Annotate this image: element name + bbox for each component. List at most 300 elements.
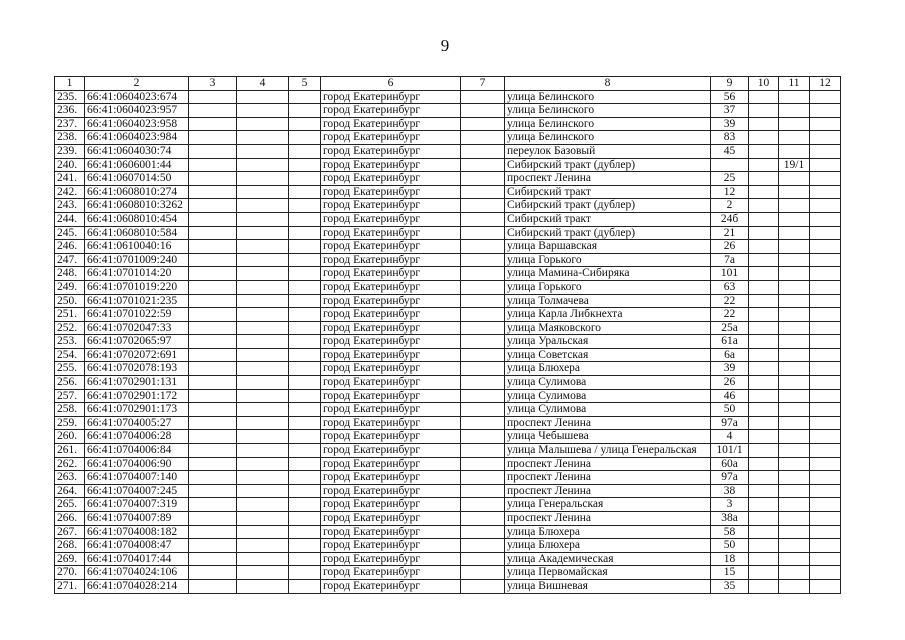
street-cell: улица Белинского: [505, 104, 711, 118]
cadastral-number-cell: 66:41:0704017:44: [85, 552, 189, 566]
empty-cell-col3: [189, 376, 237, 390]
building-number-cell: [779, 104, 810, 118]
row-number-cell: 239.: [55, 144, 85, 158]
building-number-cell: [779, 539, 810, 553]
building-number-cell: [779, 430, 810, 444]
city-cell: город Екатеринбург: [321, 131, 461, 145]
empty-cell-col5: [289, 348, 321, 362]
building-number-cell: [779, 253, 810, 267]
row-number-cell: 241.: [55, 172, 85, 186]
empty-cell-col12: [810, 471, 841, 485]
empty-cell-col7: [461, 566, 505, 580]
street-cell: улица Сулимова: [505, 376, 711, 390]
building-number-cell: [779, 471, 810, 485]
empty-cell-col10: [749, 457, 779, 471]
building-number-cell: [779, 308, 810, 322]
empty-cell-col3: [189, 117, 237, 131]
row-number-cell: 247.: [55, 253, 85, 267]
empty-cell-col7: [461, 416, 505, 430]
street-cell: проспект Ленина: [505, 484, 711, 498]
empty-cell-col4: [237, 335, 289, 349]
empty-cell-col3: [189, 457, 237, 471]
empty-cell-col4: [237, 525, 289, 539]
row-number-cell: 269.: [55, 552, 85, 566]
table-row: [55, 579, 841, 593]
empty-cell-col3: [189, 512, 237, 526]
table-header: [55, 77, 841, 91]
cadastral-number-cell: 66:41:0701014:20: [85, 267, 189, 281]
table-row: [55, 484, 841, 498]
empty-cell-col3: [189, 444, 237, 458]
empty-cell-col7: [461, 512, 505, 526]
empty-cell-col3: [189, 185, 237, 199]
cadastral-number-cell: 66:41:0704006:84: [85, 444, 189, 458]
empty-cell-col4: [237, 552, 289, 566]
empty-cell-col7: [461, 199, 505, 213]
empty-cell-col5: [289, 294, 321, 308]
house-number-cell: 26: [711, 376, 749, 390]
column-header-6: 6: [321, 77, 461, 91]
empty-cell-col5: [289, 376, 321, 390]
empty-cell-col10: [749, 185, 779, 199]
column-header-9: 9: [711, 77, 749, 91]
empty-cell-col4: [237, 267, 289, 281]
table-row: [55, 389, 841, 403]
building-number-cell: [779, 321, 810, 335]
cadastral-number-cell: 66:41:0704006:28: [85, 430, 189, 444]
row-number-cell: 270.: [55, 566, 85, 580]
street-cell: улица Блюхера: [505, 525, 711, 539]
empty-cell-col7: [461, 185, 505, 199]
empty-cell-col5: [289, 566, 321, 580]
house-number-cell: 22: [711, 308, 749, 322]
empty-cell-col10: [749, 321, 779, 335]
city-cell: город Екатеринбург: [321, 253, 461, 267]
row-number-cell: 264.: [55, 484, 85, 498]
table-row: [55, 240, 841, 254]
empty-cell-col3: [189, 253, 237, 267]
empty-cell-col7: [461, 321, 505, 335]
city-cell: город Екатеринбург: [321, 348, 461, 362]
empty-cell-col3: [189, 267, 237, 281]
row-number-cell: 254.: [55, 348, 85, 362]
empty-cell-col5: [289, 104, 321, 118]
empty-cell-col10: [749, 212, 779, 226]
building-number-cell: [779, 552, 810, 566]
table-row: [55, 117, 841, 131]
empty-cell-col10: [749, 348, 779, 362]
street-cell: улица Уральская: [505, 335, 711, 349]
city-cell: город Екатеринбург: [321, 389, 461, 403]
empty-cell-col10: [749, 566, 779, 580]
table-row: [55, 376, 841, 390]
empty-cell-col7: [461, 144, 505, 158]
empty-cell-col12: [810, 212, 841, 226]
row-number-cell: 235.: [55, 90, 85, 104]
cadastral-number-cell: 66:41:0604023:958: [85, 117, 189, 131]
street-cell: Сибирский тракт (дублер): [505, 199, 711, 213]
table-row: [55, 90, 841, 104]
table-row: [55, 552, 841, 566]
empty-cell-col4: [237, 131, 289, 145]
empty-cell-col12: [810, 185, 841, 199]
street-cell: Сибирский тракт (дублер): [505, 226, 711, 240]
street-cell: улица Академическая: [505, 552, 711, 566]
row-number-cell: 240.: [55, 158, 85, 172]
empty-cell-col10: [749, 172, 779, 186]
empty-cell-col12: [810, 131, 841, 145]
building-number-cell: [779, 199, 810, 213]
cadastral-number-cell: 66:41:0704007:319: [85, 498, 189, 512]
table-row: [55, 335, 841, 349]
house-number-cell: 25: [711, 172, 749, 186]
city-cell: город Екатеринбург: [321, 484, 461, 498]
row-number-cell: 263.: [55, 471, 85, 485]
empty-cell-col10: [749, 240, 779, 254]
empty-cell-col5: [289, 280, 321, 294]
empty-cell-col4: [237, 158, 289, 172]
column-header-5: 5: [289, 77, 321, 91]
row-number-cell: 261.: [55, 444, 85, 458]
registry-table: [54, 76, 841, 594]
empty-cell-col3: [189, 539, 237, 553]
cadastral-number-cell: 66:41:0702072:691: [85, 348, 189, 362]
street-cell: проспект Ленина: [505, 471, 711, 485]
empty-cell-col3: [189, 199, 237, 213]
street-cell: улица Мамина-Сибиряка: [505, 267, 711, 281]
empty-cell-col3: [189, 416, 237, 430]
row-number-cell: 244.: [55, 212, 85, 226]
cadastral-number-cell: 66:41:0608010:274: [85, 185, 189, 199]
table-row: [55, 457, 841, 471]
street-cell: улица Белинского: [505, 117, 711, 131]
empty-cell-col12: [810, 158, 841, 172]
city-cell: город Екатеринбург: [321, 566, 461, 580]
city-cell: город Екатеринбург: [321, 525, 461, 539]
table-row: [55, 430, 841, 444]
empty-cell-col10: [749, 117, 779, 131]
empty-cell-col7: [461, 253, 505, 267]
row-number-cell: 252.: [55, 321, 85, 335]
empty-cell-col7: [461, 117, 505, 131]
street-cell: Сибирский тракт: [505, 185, 711, 199]
empty-cell-col3: [189, 104, 237, 118]
row-number-cell: 259.: [55, 416, 85, 430]
empty-cell-col10: [749, 308, 779, 322]
empty-cell-col5: [289, 335, 321, 349]
building-number-cell: [779, 525, 810, 539]
empty-cell-col7: [461, 280, 505, 294]
street-cell: проспект Ленина: [505, 172, 711, 186]
house-number-cell: 39: [711, 362, 749, 376]
city-cell: город Екатеринбург: [321, 444, 461, 458]
empty-cell-col12: [810, 335, 841, 349]
city-cell: город Екатеринбург: [321, 212, 461, 226]
empty-cell-col10: [749, 253, 779, 267]
city-cell: город Екатеринбург: [321, 416, 461, 430]
building-number-cell: [779, 240, 810, 254]
empty-cell-col4: [237, 566, 289, 580]
empty-cell-col7: [461, 131, 505, 145]
row-number-cell: 265.: [55, 498, 85, 512]
cadastral-number-cell: 66:41:0704006:90: [85, 457, 189, 471]
city-cell: город Екатеринбург: [321, 90, 461, 104]
house-number-cell: 45: [711, 144, 749, 158]
empty-cell-col5: [289, 321, 321, 335]
city-cell: город Екатеринбург: [321, 280, 461, 294]
cadastral-number-cell: 66:41:0701009:240: [85, 253, 189, 267]
empty-cell-col7: [461, 471, 505, 485]
cadastral-number-cell: 66:41:0704007:89: [85, 512, 189, 526]
building-number-cell: [779, 172, 810, 186]
street-cell: улица Карла Либкнехта: [505, 308, 711, 322]
row-number-cell: 267.: [55, 525, 85, 539]
empty-cell-col10: [749, 104, 779, 118]
empty-cell-col5: [289, 144, 321, 158]
table-row: [55, 566, 841, 580]
house-number-cell: 2: [711, 199, 749, 213]
row-number-cell: 251.: [55, 308, 85, 322]
empty-cell-col4: [237, 484, 289, 498]
column-header-2: 2: [85, 77, 189, 91]
column-header-8: 8: [505, 77, 711, 91]
empty-cell-col12: [810, 294, 841, 308]
row-number-cell: 253.: [55, 335, 85, 349]
empty-cell-col10: [749, 280, 779, 294]
row-number-cell: 271.: [55, 579, 85, 593]
street-cell: проспект Ленина: [505, 416, 711, 430]
empty-cell-col7: [461, 362, 505, 376]
empty-cell-col10: [749, 294, 779, 308]
cadastral-number-cell: 66:41:0610040:16: [85, 240, 189, 254]
empty-cell-col10: [749, 525, 779, 539]
empty-cell-col4: [237, 308, 289, 322]
empty-cell-col7: [461, 348, 505, 362]
empty-cell-col7: [461, 335, 505, 349]
cadastral-number-cell: 66:41:0704008:47: [85, 539, 189, 553]
row-number-cell: 242.: [55, 185, 85, 199]
house-number-cell: 35: [711, 579, 749, 593]
empty-cell-col12: [810, 226, 841, 240]
table-row: [55, 348, 841, 362]
city-cell: город Екатеринбург: [321, 430, 461, 444]
table-row: [55, 144, 841, 158]
empty-cell-col4: [237, 280, 289, 294]
house-number-cell: 12: [711, 185, 749, 199]
empty-cell-col3: [189, 362, 237, 376]
empty-cell-col3: [189, 471, 237, 485]
table-row: [55, 362, 841, 376]
empty-cell-col5: [289, 117, 321, 131]
table-row: [55, 525, 841, 539]
table-row: [55, 308, 841, 322]
cadastral-number-cell: 66:41:0704028:214: [85, 579, 189, 593]
city-cell: город Екатеринбург: [321, 294, 461, 308]
empty-cell-col10: [749, 552, 779, 566]
empty-cell-col4: [237, 471, 289, 485]
house-number-cell: 101: [711, 267, 749, 281]
empty-cell-col7: [461, 308, 505, 322]
empty-cell-col3: [189, 240, 237, 254]
cadastral-number-cell: 66:41:0604023:674: [85, 90, 189, 104]
building-number-cell: [779, 185, 810, 199]
street-cell: улица Горького: [505, 280, 711, 294]
table-row: [55, 539, 841, 553]
empty-cell-col10: [749, 389, 779, 403]
row-number-cell: 237.: [55, 117, 85, 131]
empty-cell-col3: [189, 566, 237, 580]
empty-cell-col4: [237, 376, 289, 390]
street-cell: улица Горького: [505, 253, 711, 267]
empty-cell-col3: [189, 144, 237, 158]
cadastral-number-cell: 66:41:0606001:44: [85, 158, 189, 172]
column-header-3: 3: [189, 77, 237, 91]
empty-cell-col10: [749, 376, 779, 390]
house-number-cell: 61а: [711, 335, 749, 349]
city-cell: город Екатеринбург: [321, 552, 461, 566]
city-cell: город Екатеринбург: [321, 240, 461, 254]
empty-cell-col12: [810, 525, 841, 539]
page-number: 9: [440, 36, 450, 55]
row-number-cell: 246.: [55, 240, 85, 254]
cadastral-number-cell: 66:41:0701022:59: [85, 308, 189, 322]
table-row: [55, 131, 841, 145]
empty-cell-col5: [289, 389, 321, 403]
empty-cell-col7: [461, 172, 505, 186]
cadastral-number-cell: 66:41:0704007:140: [85, 471, 189, 485]
empty-cell-col4: [237, 172, 289, 186]
house-number-cell: 46: [711, 389, 749, 403]
empty-cell-col12: [810, 144, 841, 158]
row-number-cell: 255.: [55, 362, 85, 376]
empty-cell-col7: [461, 104, 505, 118]
building-number-cell: [779, 335, 810, 349]
row-number-cell: 266.: [55, 512, 85, 526]
building-number-cell: 19/1: [779, 158, 810, 172]
column-header-12: 12: [810, 77, 841, 91]
empty-cell-col10: [749, 512, 779, 526]
empty-cell-col3: [189, 212, 237, 226]
street-cell: улица Варшавская: [505, 240, 711, 254]
house-number-cell: 38: [711, 484, 749, 498]
empty-cell-col5: [289, 539, 321, 553]
empty-cell-col4: [237, 144, 289, 158]
house-number-cell: 6а: [711, 348, 749, 362]
street-cell: улица Толмачева: [505, 294, 711, 308]
empty-cell-col5: [289, 253, 321, 267]
city-cell: город Екатеринбург: [321, 104, 461, 118]
empty-cell-col12: [810, 117, 841, 131]
empty-cell-col3: [189, 172, 237, 186]
house-number-cell: 4: [711, 430, 749, 444]
empty-cell-col4: [237, 498, 289, 512]
house-number-cell: 37: [711, 104, 749, 118]
city-cell: город Екатеринбург: [321, 579, 461, 593]
table-row: [55, 226, 841, 240]
empty-cell-col3: [189, 321, 237, 335]
table-row: [55, 416, 841, 430]
empty-cell-col10: [749, 403, 779, 417]
street-cell: улица Белинского: [505, 90, 711, 104]
empty-cell-col12: [810, 253, 841, 267]
empty-cell-col12: [810, 199, 841, 213]
empty-cell-col7: [461, 376, 505, 390]
empty-cell-col4: [237, 294, 289, 308]
row-number-cell: 262.: [55, 457, 85, 471]
table-row: [55, 253, 841, 267]
empty-cell-col3: [189, 294, 237, 308]
empty-cell-col12: [810, 362, 841, 376]
house-number-cell: 63: [711, 280, 749, 294]
row-number-cell: 268.: [55, 539, 85, 553]
cadastral-number-cell: 66:41:0604030:74: [85, 144, 189, 158]
empty-cell-col12: [810, 321, 841, 335]
street-cell: улица Сулимова: [505, 403, 711, 417]
empty-cell-col3: [189, 348, 237, 362]
row-number-cell: 256.: [55, 376, 85, 390]
cadastral-number-cell: 66:41:0702078:193: [85, 362, 189, 376]
building-number-cell: [779, 403, 810, 417]
empty-cell-col10: [749, 471, 779, 485]
street-cell: улица Сулимова: [505, 389, 711, 403]
house-number-cell: 60а: [711, 457, 749, 471]
empty-cell-col5: [289, 308, 321, 322]
empty-cell-col7: [461, 552, 505, 566]
empty-cell-col12: [810, 416, 841, 430]
column-header-11: 11: [779, 77, 810, 91]
city-cell: город Екатеринбург: [321, 117, 461, 131]
city-cell: город Екатеринбург: [321, 471, 461, 485]
empty-cell-col4: [237, 104, 289, 118]
cadastral-number-cell: 66:41:0607014:50: [85, 172, 189, 186]
empty-cell-col7: [461, 226, 505, 240]
house-number-cell: 24б: [711, 212, 749, 226]
empty-cell-col5: [289, 512, 321, 526]
cadastral-number-cell: 66:41:0701021:235: [85, 294, 189, 308]
cadastral-number-cell: 66:41:0704007:245: [85, 484, 189, 498]
cadastral-number-cell: 66:41:0702047:33: [85, 321, 189, 335]
empty-cell-col5: [289, 172, 321, 186]
table-row: [55, 185, 841, 199]
cadastral-number-cell: 66:41:0702901:131: [85, 376, 189, 390]
table-row: [55, 498, 841, 512]
cadastral-number-cell: 66:41:0702901:172: [85, 389, 189, 403]
empty-cell-col4: [237, 90, 289, 104]
building-number-cell: [779, 376, 810, 390]
row-number-cell: 236.: [55, 104, 85, 118]
table-row: [55, 104, 841, 118]
empty-cell-col5: [289, 131, 321, 145]
street-cell: улица Блюхера: [505, 362, 711, 376]
table-row: [55, 444, 841, 458]
house-number-cell: 21: [711, 226, 749, 240]
empty-cell-col7: [461, 444, 505, 458]
empty-cell-col5: [289, 457, 321, 471]
city-cell: город Екатеринбург: [321, 267, 461, 281]
city-cell: город Екатеринбург: [321, 226, 461, 240]
empty-cell-col12: [810, 280, 841, 294]
house-number-cell: 58: [711, 525, 749, 539]
empty-cell-col12: [810, 348, 841, 362]
city-cell: город Екатеринбург: [321, 199, 461, 213]
empty-cell-col3: [189, 280, 237, 294]
empty-cell-col10: [749, 444, 779, 458]
empty-cell-col12: [810, 240, 841, 254]
empty-cell-col3: [189, 335, 237, 349]
column-header-10: 10: [749, 77, 779, 91]
empty-cell-col3: [189, 430, 237, 444]
cadastral-number-cell: 66:41:0704024:106: [85, 566, 189, 580]
